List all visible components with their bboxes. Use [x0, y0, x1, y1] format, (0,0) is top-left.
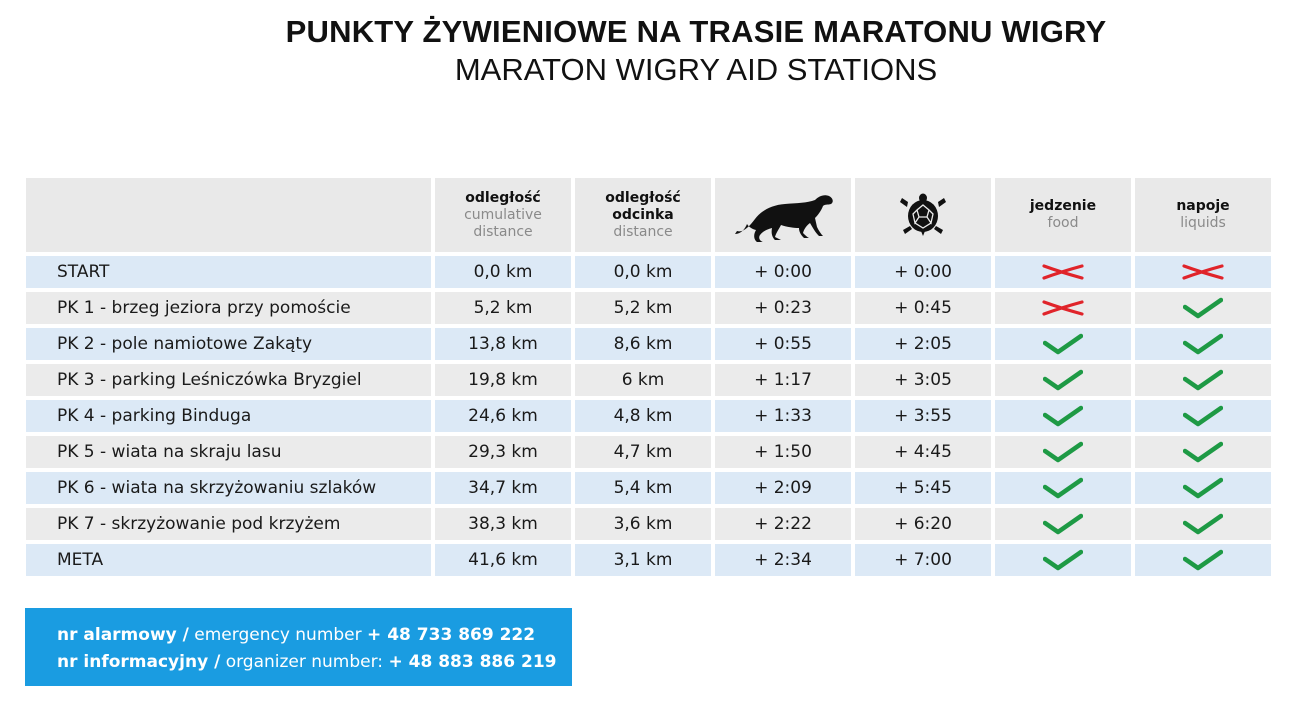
slow-time-cell: + 5:45 [855, 472, 991, 504]
station-name-cell: PK 4 - parking Binduga [26, 400, 431, 432]
liquids-check-icon [1135, 508, 1271, 540]
liquids-check-icon [1135, 328, 1271, 360]
food-check-icon [995, 436, 1131, 468]
header-fast-time [715, 178, 851, 252]
slow-time-cell: + 4:45 [855, 436, 991, 468]
header-segment-distance [575, 178, 711, 252]
cumulative-distance-cell: 5,2 km [435, 292, 571, 324]
slow-time-cell: + 3:55 [855, 400, 991, 432]
cumulative-distance-cell: 29,3 km [435, 436, 571, 468]
turtle-icon [899, 193, 947, 237]
header-food-en: food [1047, 215, 1079, 231]
table-row [26, 256, 1271, 288]
fast-time-cell: + 0:55 [715, 328, 851, 360]
segment-distance-cell: 0,0 km [575, 256, 711, 288]
header-slow-time [855, 178, 991, 252]
emergency-line [57, 622, 572, 649]
liquids-check-icon [1135, 364, 1271, 396]
fast-time-cell: + 2:09 [715, 472, 851, 504]
header-cumulative-en-1: cumulative [464, 206, 542, 223]
organizer-label-en: organizer number: [225, 652, 384, 672]
station-name-cell: PK 7 - skrzyżowanie pod krzyżem [26, 508, 431, 540]
slow-time-cell: + 6:20 [855, 508, 991, 540]
fast-time-cell: + 0:23 [715, 292, 851, 324]
fast-time-cell: + 2:22 [715, 508, 851, 540]
liquids-check-icon [1135, 400, 1271, 432]
slow-time-cell: + 0:00 [855, 256, 991, 288]
emergency-number: + 48 733 869 222 [367, 625, 536, 645]
header-segment-en: distance [613, 223, 673, 240]
liquids-check-icon [1135, 292, 1271, 324]
header-food-pl: jedzenie [1029, 198, 1097, 214]
liquids-check-icon [1135, 436, 1271, 468]
table-row [26, 436, 1271, 468]
cumulative-distance-cell: 41,6 km [435, 544, 571, 576]
slow-time-cell: + 0:45 [855, 292, 991, 324]
food-check-icon [995, 472, 1131, 504]
slow-time-cell: + 2:05 [855, 328, 991, 360]
header-station [26, 178, 431, 252]
fast-time-cell: + 1:50 [715, 436, 851, 468]
table-row [26, 364, 1271, 396]
food-check-icon [995, 544, 1131, 576]
emergency-label-pl: nr alarmowy / [57, 625, 189, 645]
food-cross-icon [995, 292, 1131, 324]
organizer-line [57, 649, 572, 676]
station-name-cell: PK 3 - parking Leśniczówka Bryzgiel [26, 364, 431, 396]
food-cross-icon [995, 256, 1131, 288]
liquids-cross-icon [1135, 256, 1271, 288]
station-name-cell: PK 1 - brzeg jeziora przy pomoście [26, 292, 431, 324]
slow-time-cell: + 7:00 [855, 544, 991, 576]
header-cumulative-en-2: distance [473, 223, 533, 240]
segment-distance-cell: 4,8 km [575, 400, 711, 432]
header-segment-pl-1: odległość [605, 189, 681, 206]
table-body [26, 256, 1271, 576]
fast-time-cell: + 1:17 [715, 364, 851, 396]
station-name-cell: PK 2 - pole namiotowe Zakąty [26, 328, 431, 360]
segment-distance-cell: 3,1 km [575, 544, 711, 576]
segment-distance-cell: 3,6 km [575, 508, 711, 540]
aid-stations-table [22, 174, 1275, 580]
cumulative-distance-cell: 24,6 km [435, 400, 571, 432]
food-check-icon [995, 400, 1131, 432]
table-row [26, 292, 1271, 324]
segment-distance-cell: 8,6 km [575, 328, 711, 360]
cumulative-distance-cell: 0,0 km [435, 256, 571, 288]
header-liquids-pl: napoje [1176, 198, 1230, 214]
food-check-icon [995, 328, 1131, 360]
header-food [995, 178, 1131, 252]
emergency-label-en: emergency number [194, 625, 362, 645]
table-row [26, 544, 1271, 576]
fast-time-cell: + 2:34 [715, 544, 851, 576]
station-name-cell: META [26, 544, 431, 576]
contact-box [25, 608, 572, 686]
table-header-row [26, 178, 1271, 252]
fast-time-cell: + 0:00 [715, 256, 851, 288]
table-row [26, 400, 1271, 432]
header-liquids [1135, 178, 1271, 252]
page-subtitle: MARATON WIGRY AID STATIONS [454, 52, 938, 87]
header-cumulative-distance [435, 178, 571, 252]
table-row [26, 472, 1271, 504]
header-cumulative-pl: odległość [465, 189, 541, 206]
station-name-cell: PK 5 - wiata na skraju lasu [26, 436, 431, 468]
organizer-number: + 48 883 886 219 [388, 652, 557, 672]
segment-distance-cell: 5,2 km [575, 292, 711, 324]
segment-distance-cell: 5,4 km [575, 472, 711, 504]
header-segment-pl-2: odcinka [612, 206, 674, 223]
table-row [26, 508, 1271, 540]
segment-distance-cell: 4,7 km [575, 436, 711, 468]
cumulative-distance-cell: 19,8 km [435, 364, 571, 396]
cheetah-icon [731, 187, 835, 243]
organizer-label-pl: nr informacyjny / [57, 652, 221, 672]
page-title: PUNKTY ŻYWIENIOWE NA TRASIE MARATONU WIGRY [285, 14, 1107, 49]
food-check-icon [995, 364, 1131, 396]
station-name-cell: START [26, 256, 431, 288]
fast-time-cell: + 1:33 [715, 400, 851, 432]
food-check-icon [995, 508, 1131, 540]
slow-time-cell: + 3:05 [855, 364, 991, 396]
title-block [0, 12, 1300, 88]
header-liquids-en: liquids [1180, 215, 1226, 231]
station-name-cell: PK 6 - wiata na skrzyżowaniu szlaków [26, 472, 431, 504]
cumulative-distance-cell: 34,7 km [435, 472, 571, 504]
cumulative-distance-cell: 38,3 km [435, 508, 571, 540]
table-row [26, 328, 1271, 360]
liquids-check-icon [1135, 544, 1271, 576]
segment-distance-cell: 6 km [575, 364, 711, 396]
cumulative-distance-cell: 13,8 km [435, 328, 571, 360]
liquids-check-icon [1135, 472, 1271, 504]
